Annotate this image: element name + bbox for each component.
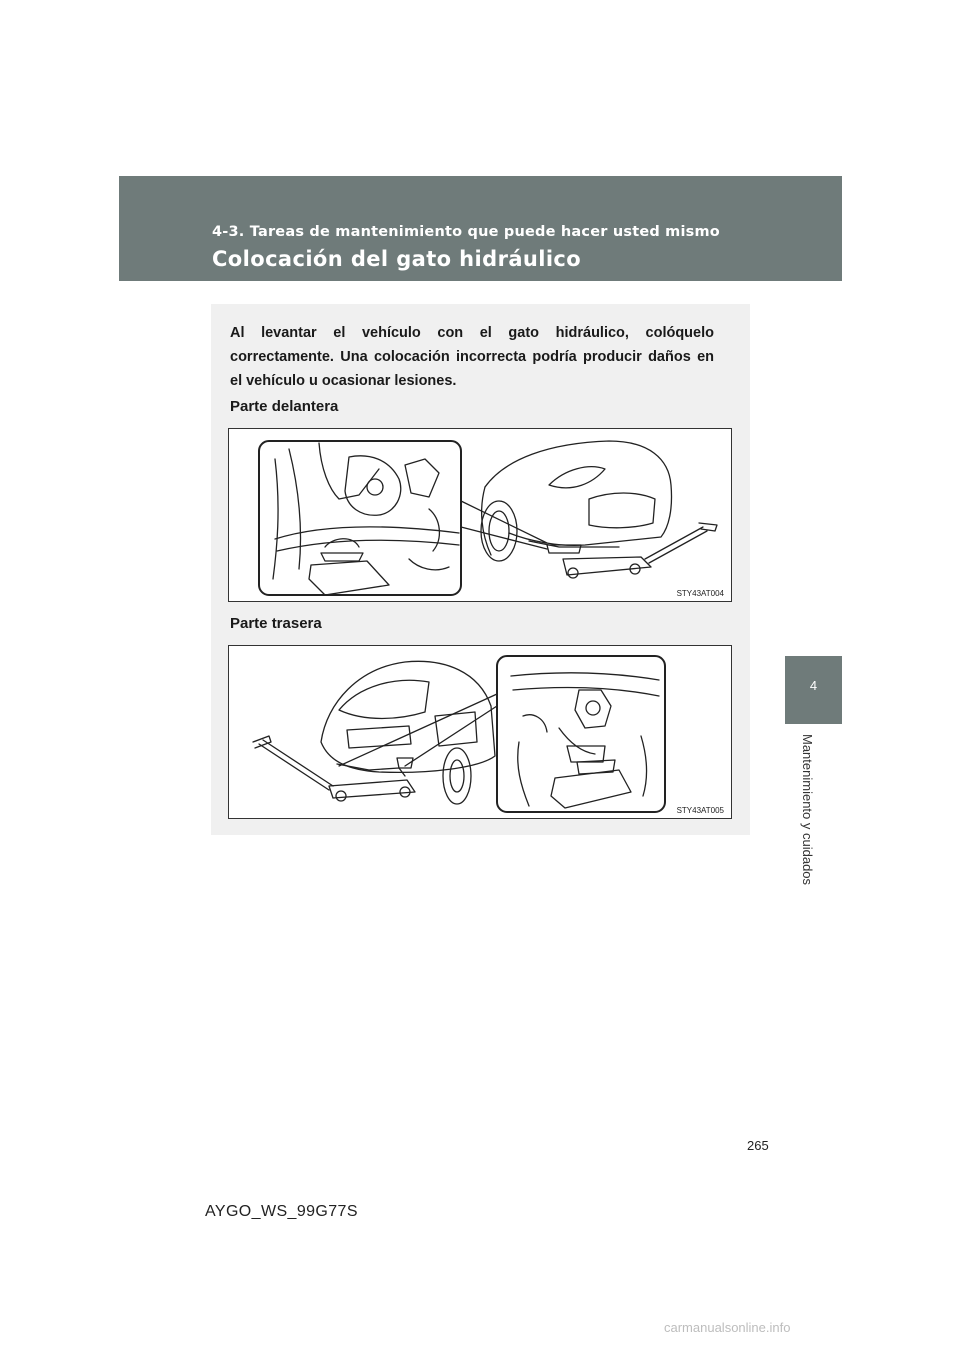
chapter-number: 4 (809, 678, 818, 693)
page-title: Colocación del gato hidráulico (212, 247, 582, 271)
chapter-tab[interactable] (785, 656, 842, 724)
rear-heading: Parte trasera (230, 615, 322, 632)
front-jack-illustration (228, 428, 732, 602)
watermark: carmanualsonline.info (664, 1320, 791, 1335)
section-label: 4-3. Tareas de mantenimiento que puede hacer usted mismo (212, 224, 720, 240)
rear-jack-illustration (228, 645, 732, 819)
page-number: 265 (747, 1138, 769, 1153)
rear-jack-drawing (229, 646, 731, 818)
rear-figure-code: STY43AT005 (676, 806, 724, 815)
front-heading: Parte delantera (230, 398, 339, 415)
intro-text: Al levantar el vehículo con el gato hidráulico, colóquelo correctamente. Una colocación incorrecta podría producir daños en el vehículo u ocasionar lesiones. (230, 325, 714, 389)
front-figure-code: STY43AT004 (676, 589, 724, 598)
chapter-title: Mantenimiento y cuidados (800, 734, 815, 886)
document-id: AYGO_WS_99G77S (205, 1203, 358, 1220)
front-jack-drawing (229, 429, 731, 601)
